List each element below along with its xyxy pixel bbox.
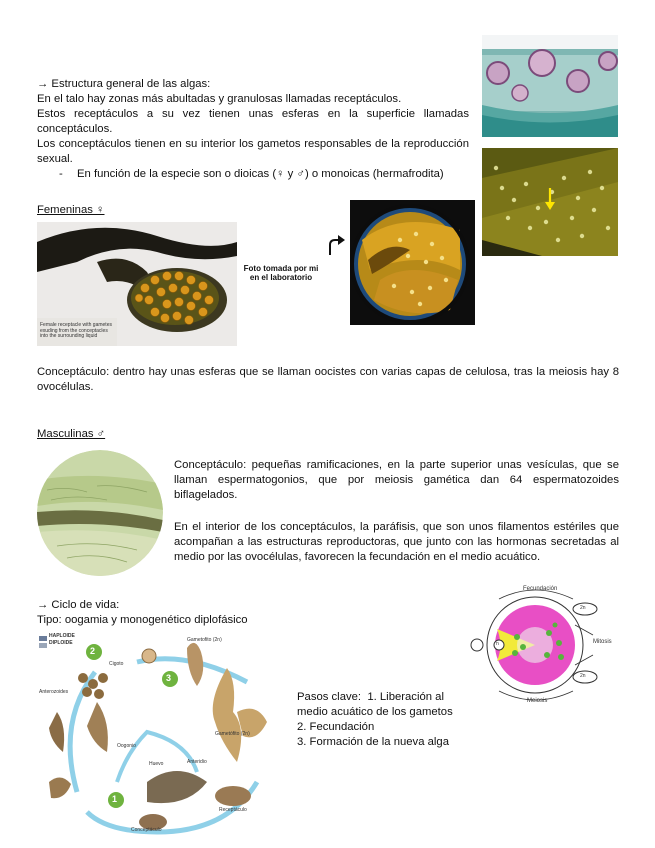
lab-photo-caption: Foto tomada por mi en el laboratorio (243, 264, 319, 282)
diagram-label-receptaculo: Receptáculo (219, 807, 247, 813)
female-label: Femeninas ♀ (37, 204, 105, 216)
cross-section-image (482, 35, 618, 137)
diagram-label-conceptaculo: Conceptáculo (131, 827, 162, 833)
step-number-1: 1 (112, 794, 118, 804)
lifecycle-heading-block (37, 598, 248, 628)
circle-ploidy-1: 2n (580, 605, 586, 611)
structure-bullet (37, 167, 469, 182)
step-3: 3. Formación de la nueva alga (297, 736, 449, 748)
step-1: 1. Liberación al medio acuático de los gametos (297, 691, 453, 718)
female-photo-caption-small: Female receptacle with gametes exuding from the conceptacles into the surrounding liquid (40, 322, 112, 339)
diagram-label-gametofito-2: Gametófito (2n) (215, 731, 250, 737)
key-steps (297, 690, 467, 750)
male-label: Masculinas ♂ (37, 428, 106, 440)
ploidy-cycle-diagram (463, 585, 633, 710)
bullet-dash: - (59, 168, 63, 180)
lifecycle-type: Tipo: oogamia y monogenético diplofásico (37, 614, 248, 626)
lifecycle-diagram (37, 632, 285, 840)
receptacle-surface-image (482, 148, 618, 256)
male-paragraph-2: En el interior de los conceptáculos, la paráfisis, que son unos filamentos estériles que acompañan a las estructuras reproductoras, que junto con las hormonas secretadas al medio por las ovocélulas, favorecen la fecundación en el medio acuático. (174, 521, 619, 563)
step-number-3: 3 (166, 673, 172, 683)
circle-ploidy-3: n (496, 641, 499, 647)
structure-line-2: Estos receptáculos a su vez tienen unas esferas en la superficie llamadas conceptáculos. (37, 108, 469, 135)
structure-heading: → Estructura general de las algas: (37, 78, 211, 90)
male-paragraph-1: Conceptáculo: pequeñas ramificaciones, en la parte superior unas vesículas, que se llaman espermatogonios, que por meiosis gamética dan 64 espermatozoides biflagelados. (174, 459, 619, 501)
lifecycle-heading: → Ciclo de vida: (37, 599, 120, 611)
diagram-label-huevo: Huevo (149, 761, 164, 767)
step-2: 2. Fecundación (297, 721, 375, 733)
diagram-label-anteridio: Anteridio (187, 759, 207, 765)
key-steps-title: Pasos clave: (297, 691, 362, 703)
circle-label-fecundacion: Fecundación (523, 586, 558, 592)
female-receptacle-photo (37, 222, 237, 346)
step-number-2: 2 (90, 646, 96, 656)
structure-line-1: En el talo hay zonas más abultadas y granulosas llamadas receptáculos. (37, 93, 402, 105)
male-conceptacle-micrograph (37, 450, 163, 576)
circle-label-mitosis: Mitosis (593, 639, 612, 645)
diagram-label-gametofito-1: Gametofito (2n) (187, 637, 222, 643)
bullet-text: En función de la especie son o dioicas (♀ y ♂) o monoicas (hermafrodita) (77, 168, 444, 180)
diagram-label-oogonio: Oogonio (117, 743, 136, 749)
diagram-label-cigoto: Cigoto (109, 661, 124, 667)
circle-label-meiosis: Meiosis (527, 698, 548, 704)
structure-line-3: Los conceptáculos tienen en su interior los gametos responsables de la reproducción sexual. (37, 138, 469, 165)
female-description: Conceptáculo: dentro hay unas esferas que se llaman oocistes con varias capas de celulosa, tras la meiosis hay 8 ovocélulas. (37, 366, 619, 393)
lab-microscope-photo (350, 200, 475, 325)
circle-ploidy-2: 2n (580, 673, 586, 679)
diagram-label-anterozoides: Anterozoides (39, 689, 69, 695)
legend-haploid: HAPLOIDE (49, 633, 75, 639)
structure-section (37, 77, 469, 182)
legend-diploid: DIPLOIDE (49, 640, 73, 646)
curved-arrow-icon (326, 234, 346, 256)
